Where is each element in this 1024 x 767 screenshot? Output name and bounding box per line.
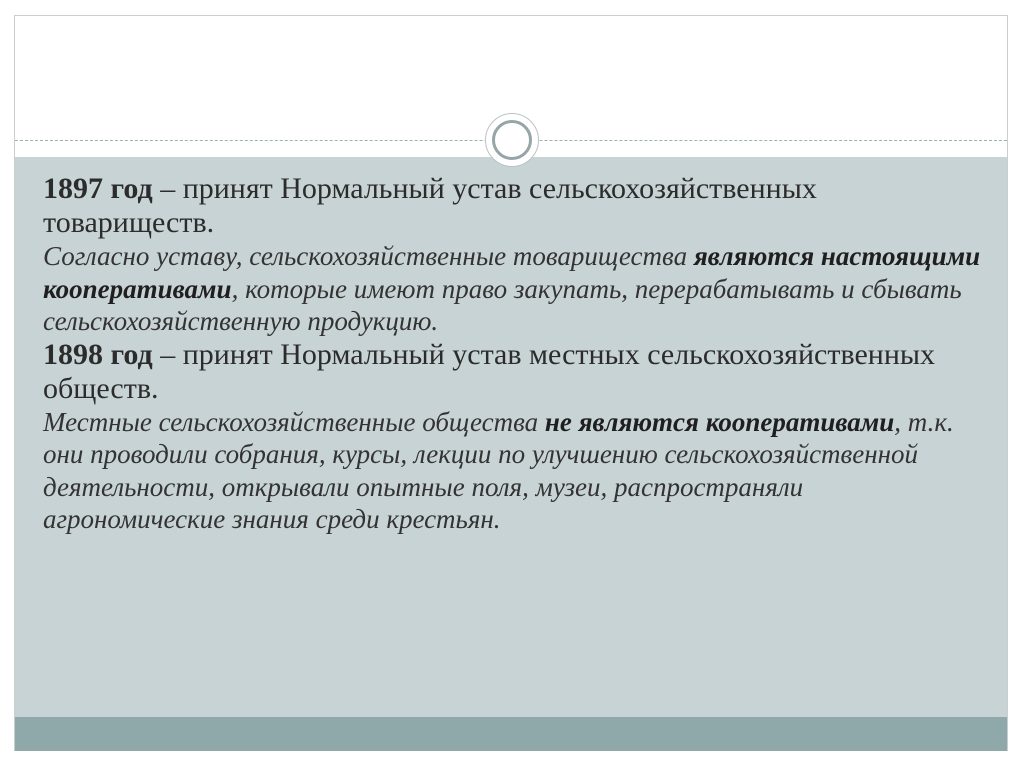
slide-body	[43, 172, 983, 536]
year-1897: 1897 год	[43, 172, 153, 205]
explanation-1898-tail: , т.к. они проводили собрания, курсы, лекции по улучшению сельскохозяйственной деятельности, открывали опытные поля, музеи, распространяли агрономические знания среди крестьян.	[43, 406, 954, 534]
paragraph-1898-explanation	[43, 406, 983, 536]
circle-ornament-icon	[485, 113, 539, 167]
paragraph-1897	[43, 172, 983, 240]
paragraph-1897-explanation	[43, 240, 983, 338]
explanation-1897-tail: , которые имеют право закупать, перерабатывать и сбывать сельскохозяйственную продукцию.	[43, 273, 962, 336]
paragraph-1898-text: – принят Нормальный устав местных сельскохозяйственных обществ.	[43, 337, 936, 405]
explanation-1897-emphasis: являются настоящими кооперативами	[43, 241, 981, 304]
year-1898: 1898 год	[43, 337, 153, 371]
circle-ring	[492, 120, 532, 160]
paragraph-1898	[43, 338, 983, 406]
explanation-1897-lead: Согласно уставу, сельскохозяйственные товарищества	[43, 241, 694, 271]
explanation-1898-lead: Местные сельскохозяйственные общества	[43, 406, 545, 437]
paragraph-1897-text: – принят Нормальный устав сельскохозяйственных товариществ.	[43, 172, 817, 239]
footer-band	[15, 717, 1007, 751]
explanation-1898-emphasis: не являются кооперативами	[544, 406, 895, 437]
